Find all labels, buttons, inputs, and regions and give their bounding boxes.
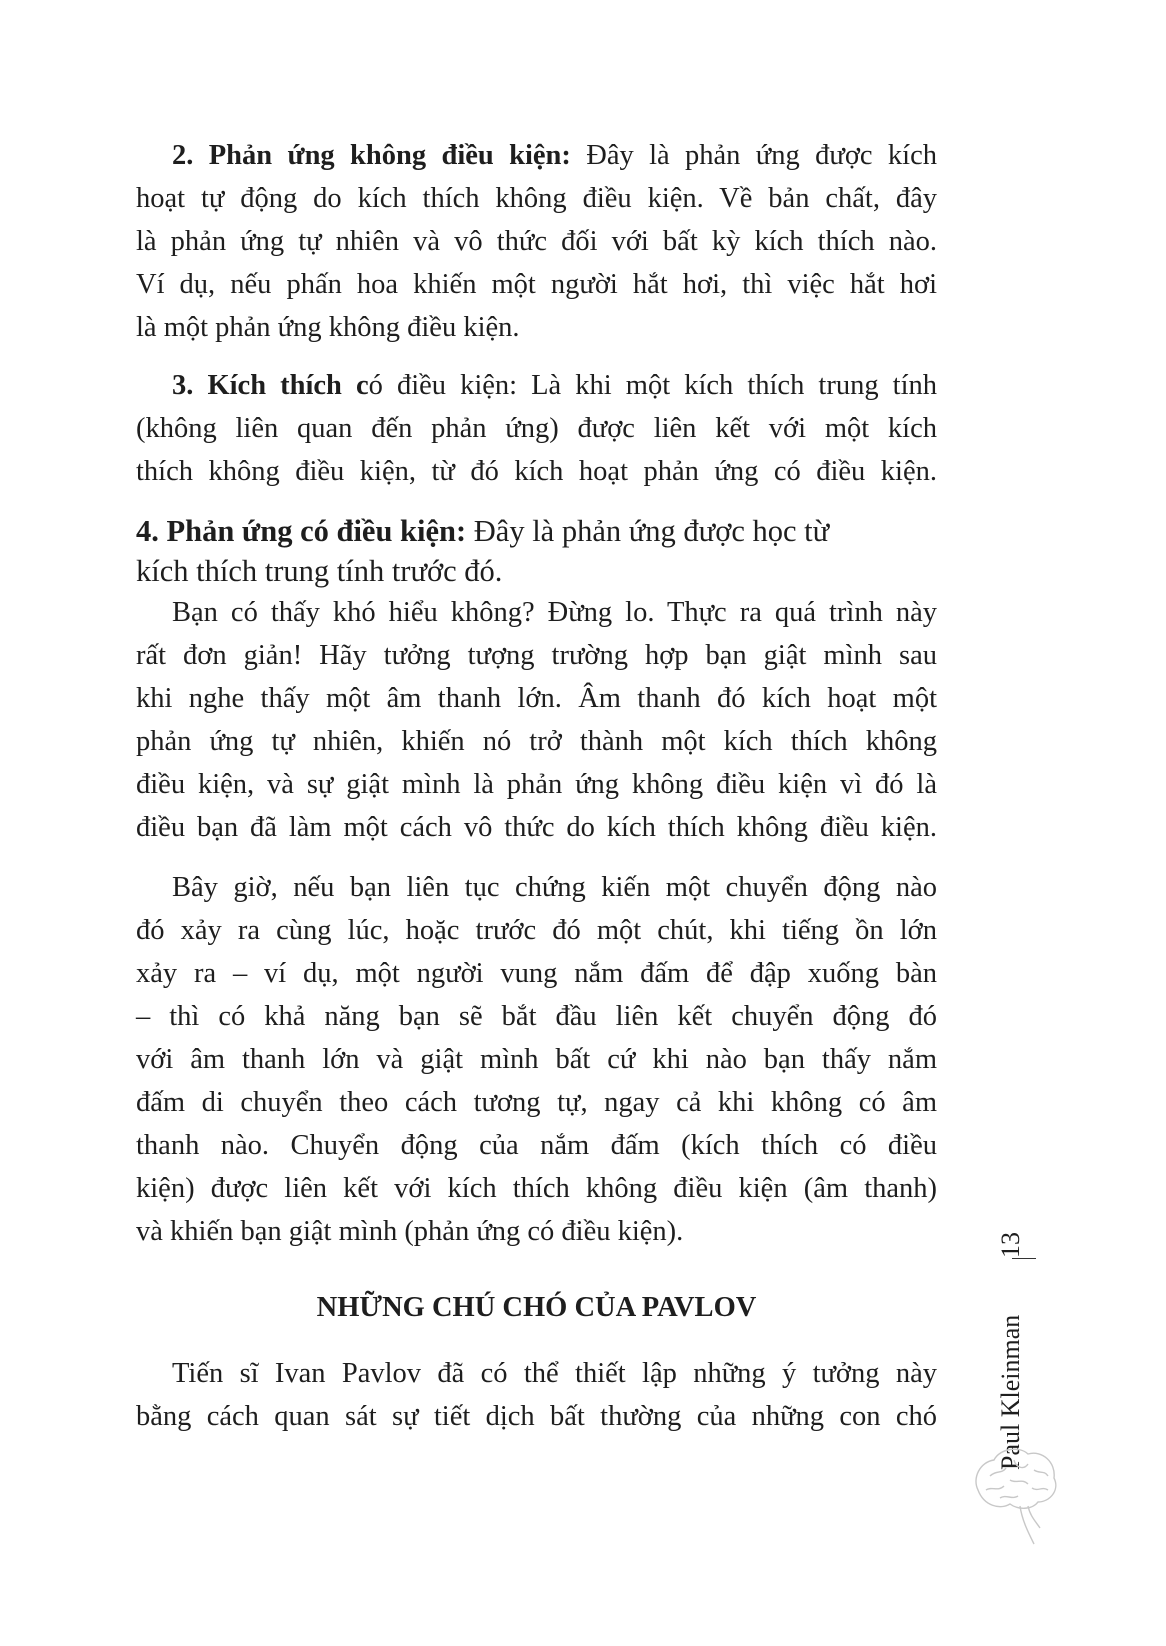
text-line: xảy ra – ví dụ, một người vung nắm đấm để đập xuống bàn [136, 958, 937, 989]
text-line: đấm di chuyển theo cách tương tự, ngay cả khi không có âm [136, 1087, 937, 1118]
term: 4. Phản ứng có điều kiện: [136, 514, 467, 548]
text-line: là một phản ứng không điều kiện. [136, 312, 520, 343]
text-line: hoạt tự động do kích thích không điều kiện. Về bản chất, đây [136, 183, 937, 214]
author-name: Paul Kleinman [996, 1314, 1025, 1470]
text-line: đó xảy ra cùng lúc, hoặc trước đó một chút, khi tiếng ồn lớn [136, 915, 937, 946]
text-line: điều kiện, và sự giật mình là phản ứng không điều kiện vì đó là [136, 769, 937, 800]
paragraph-example [136, 866, 937, 1253]
text-line: là phản ứng tự nhiên và vô thức đối với bất kỳ kích thích nào. [136, 226, 937, 257]
text-line: Ví dụ, nếu phấn hoa khiến một người hắt hơi, thì việc hắt hơi [136, 269, 937, 300]
text-line: 3. Kích thích có điều kiện: Là khi một kích thích trung tính [172, 370, 937, 401]
section-heading: NHỮNG CHÚ CHÓ CỦA PAVLOV [316, 1292, 757, 1323]
page-number: 13 [996, 1232, 1025, 1258]
text-line: bằng cách quan sát sự tiết dịch bất thường của những con chó [136, 1401, 937, 1432]
term: 3. Kích thích c [172, 370, 369, 401]
text-line: thích không điều kiện, từ đó kích hoạt phản ứng có điều kiện. [136, 456, 937, 487]
brain-icon [970, 1440, 1060, 1550]
text-line: thanh nào. Chuyển động của nắm đấm (kích thích có điều [136, 1130, 937, 1161]
paragraph-unconditioned-response [136, 134, 937, 349]
text-line: – thì có khả năng bạn sẽ bắt đầu liên kết chuyển động đó [136, 1001, 937, 1032]
text-line: 4. Phản ứng có điều kiện: Đây là phản ứng được học từ [136, 514, 830, 548]
text-line: và khiến bạn giật mình (phản ứng có điều kiện). [136, 1216, 684, 1247]
text-line: với âm thanh lớn và giật mình bất cứ khi nào bạn thấy nắm [136, 1044, 937, 1075]
text-line: (không liên quan đến phản ứng) được liên kết với một kích [136, 413, 937, 444]
text-line: điều bạn đã làm một cách vô thức do kích thích không điều kiện. [136, 812, 937, 843]
paragraph-conditioned-response [136, 511, 937, 591]
text-line: Bây giờ, nếu bạn liên tục chứng kiến một chuyển động nào [172, 872, 937, 903]
text-line: rất đơn giản! Hãy tưởng tượng trường hợp bạn giật mình sau [136, 640, 937, 671]
text-line: Tiến sĩ Ivan Pavlov đã có thể thiết lập những ý tưởng này [172, 1358, 937, 1389]
paragraph-pavlov [136, 1352, 937, 1438]
footer-divider [1012, 1258, 1036, 1259]
text-line: 2. Phản ứng không điều kiện: Đây là phản ứng được kích [172, 140, 937, 171]
text-line: phản ứng tự nhiên, khiến nó trở thành một kích thích không [136, 726, 937, 757]
text-line: khi nghe thấy một âm thanh lớn. Âm thanh đó kích hoạt một [136, 683, 937, 714]
text-line: kích thích trung tính trước đó. [136, 554, 503, 588]
text-line: Bạn có thấy khó hiểu không? Đừng lo. Thực ra quá trình này [172, 597, 937, 628]
paragraph-explanation [136, 591, 937, 849]
text-line: kiện) được liên kết với kích thích không điều kiện (âm thanh) [136, 1173, 937, 1204]
page-footer [992, 1226, 1042, 1470]
paragraph-conditioned-stimulus [136, 364, 937, 493]
term: 2. Phản ứng không điều kiện: [172, 140, 571, 171]
